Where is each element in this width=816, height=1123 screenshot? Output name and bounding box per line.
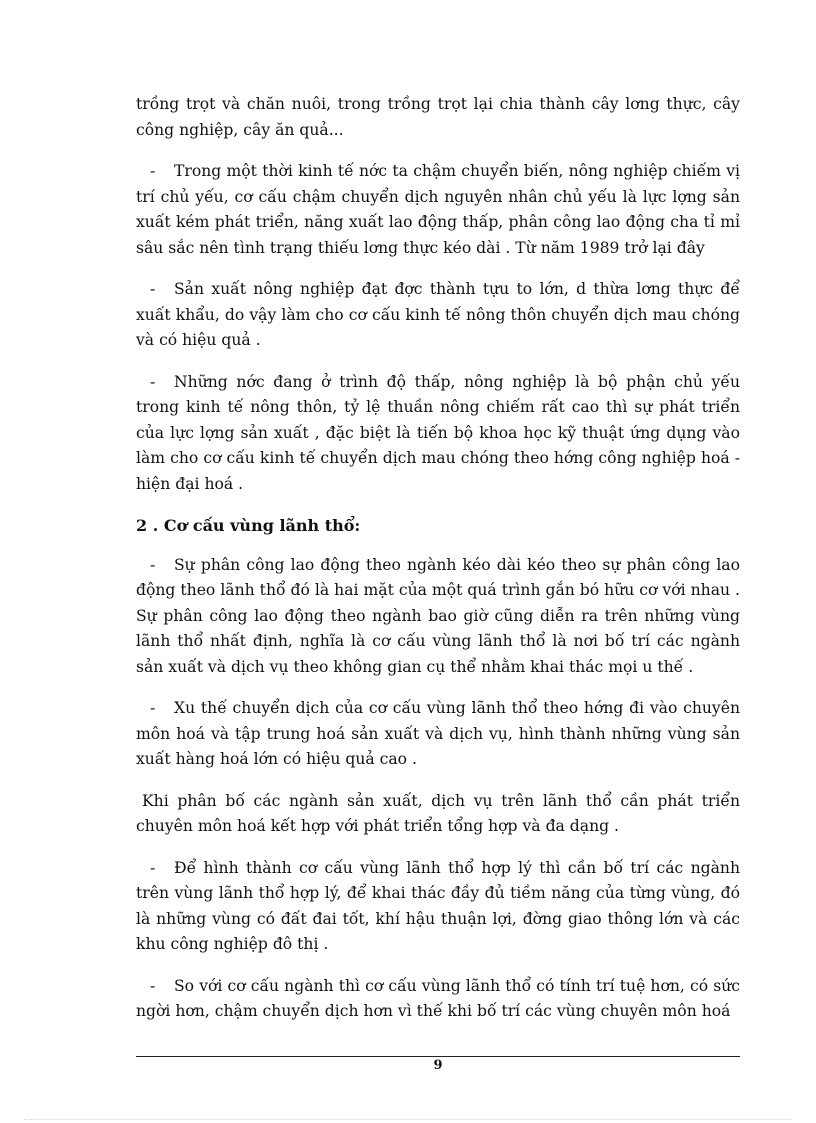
bullet-text: Sự phân công lao động theo ngành kéo dài kéo theo sự phân công lao động theo lãnh thổ đó là hai mặt của một quá trình gắn bó hữu cơ với nhau . Sự phân công lao động theo ngành bao giờ cũng diễn ra trên những vùng lãnh thổ nhất định, nghĩa là cơ cấu vùng lãnh thổ là nơi bố trí các ngành sản xuất và dịch vụ theo không gian cụ thể nhằm khai thác mọi u thế . xyxy=(136,555,740,676)
bullet-paragraph-5 xyxy=(136,696,740,773)
bullet-dash: - xyxy=(150,555,156,574)
bullet-paragraph-3 xyxy=(136,370,740,498)
page-number: 9 xyxy=(433,1058,443,1073)
paragraph-continuation: trồng trọt và chăn nuôi, trong trồng trọt lại chia thành cây lơng thực, cây công nghiệp, cây ăn quả... xyxy=(136,95,740,139)
bullet-dash: - xyxy=(150,976,156,995)
bullet-text: Xu thế chuyển dịch của cơ cấu vùng lãnh thổ theo hớng đi vào chuyên môn hoá và tập trung hoá sản xuất và dịch vụ, hình thành những vùng sản xuất hàng hoá lớn có hiệu quả cao . xyxy=(136,699,740,768)
bullet-paragraph-7 xyxy=(136,974,740,1025)
bullet-paragraph-1 xyxy=(136,159,740,261)
bullet-dash: - xyxy=(150,280,156,298)
plain-paragraph: Khi phân bố các ngành sản xuất, dịch vụ trên lãnh thổ cần phát triển chuyên môn hoá kết hợp với phát triển tổng hợp và đa dạng . xyxy=(136,791,740,835)
footer-rule xyxy=(136,1056,740,1057)
bullet-dash: - xyxy=(150,372,156,391)
bullet-text: Những nớc đang ở trình độ thấp, nông nghiệp là bộ phận chủ yếu trong kinh tế nông thôn, tỷ lệ thuần nông chiếm rất cao thì sự phát triển của lực lợng sản xuất , đặc biệt là tiến bộ khoa học kỹ thuật ứng dụng vào làm cho cơ cấu kinh tế chuyển dịch mau chóng theo hớng công nghiệp hoá - hiện đại hoá . xyxy=(136,372,740,493)
bullet-dash: - xyxy=(150,162,156,180)
bullet-paragraph-2 xyxy=(136,277,740,354)
section-heading: 2 . Cơ cấu vùng lãnh thổ: xyxy=(136,516,361,535)
document-body xyxy=(136,92,740,1041)
bullet-text: Trong một thời kinh tế nớc ta chậm chuyển biến, nông nghiệp chiếm vị trí chủ yếu, cơ cấu chậm chuyển dịch nguyên nhân chủ yếu là lực lợng sản xuất kém phát triển, năng xuất lao động thấp, phân công lao động cha tỉ mỉ sâu sắc nên tình trạng thiếu lơng thực kéo dài . Từ năm 1989 trở lại đây xyxy=(136,162,740,257)
bullet-text: Sản xuất nông nghiệp đạt đợc thành tựu to lớn, d thừa lơng thực để xuất khẩu, do vậy làm cho cơ cấu kinh tế nông thôn chuyển dịch mau chóng và có hiệu quả . xyxy=(136,280,740,349)
bullet-paragraph-4 xyxy=(136,553,740,681)
bullet-paragraph-6 xyxy=(136,856,740,958)
bullet-dash: - xyxy=(150,699,156,717)
page-bottom-border xyxy=(24,1119,792,1120)
bullet-text: So với cơ cấu ngành thì cơ cấu vùng lãnh thổ có tính trí tuệ hơn, có sức ngời hơn, chậm chuyển dịch hơn vì thế khi bố trí các vùng chuyên môn hoá xyxy=(136,976,740,1020)
bullet-text: Để hình thành cơ cấu vùng lãnh thổ hợp lý thì cần bố trí các ngành trên vùng lãnh thổ hợp lý, để khai thác đầy đủ tiềm năng của từng vùng, đó là những vùng có đất đai tốt, khí hậu thuận lợi, đờng giao thông lớn và các khu công nghiệp đô thị . xyxy=(136,858,740,953)
bullet-dash: - xyxy=(150,858,156,877)
